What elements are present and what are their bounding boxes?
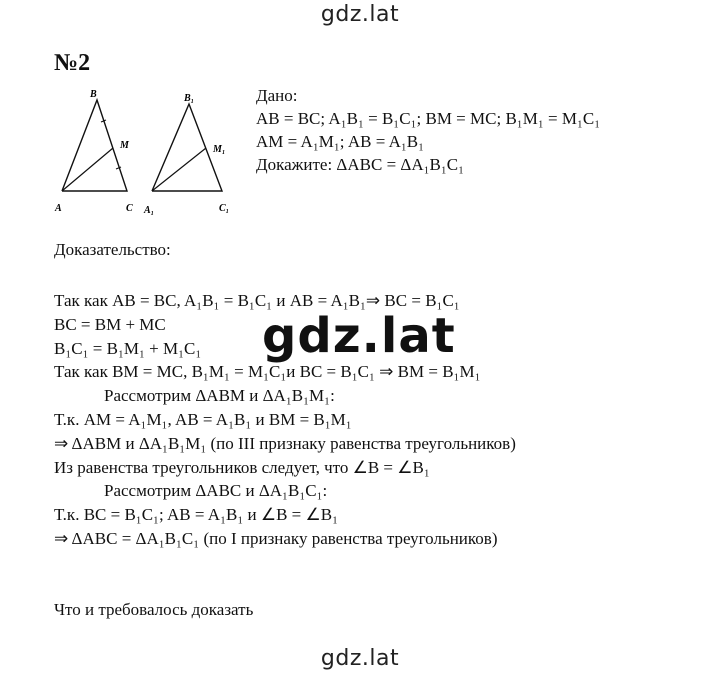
- proof-title: Доказательство:: [54, 240, 171, 259]
- proof-line: Рассмотрим ΔABC и ΔA₁B₁C₁:: [104, 481, 328, 501]
- proof-line: Т.к. AM = A₁M₁, AB = A₁B₁ и BM = B₁M₁: [54, 409, 352, 429]
- label-a1: A₁: [144, 205, 155, 216]
- label-c: C: [126, 203, 133, 214]
- given-line-1: AB = BC; A₁B₁ = B₁C₁; BM = MC; B₁M₁ = M₁C₁: [256, 109, 601, 128]
- label-b1: B₁: [184, 93, 195, 104]
- given-line-3: Докажите: ΔABC = ΔA₁B₁C₁: [256, 155, 465, 174]
- label-m: M: [120, 140, 129, 151]
- watermark-bottom: gdz.lat: [320, 646, 400, 671]
- given-title: Дано:: [256, 86, 298, 105]
- proof-body: [54, 289, 516, 551]
- proof-line: Из равенства треугольников следует, что ∠B = ∠B₁: [54, 457, 430, 477]
- label-m1: M₁: [213, 144, 226, 155]
- given-block: [256, 84, 600, 176]
- proof-line: ⇒ ΔABM и ΔA₁B₁M₁ (по III признаку равенства треугольников): [54, 433, 516, 453]
- proof-line: BC = BM + MC: [54, 314, 166, 334]
- watermark-top: gdz.lat: [320, 2, 400, 27]
- triangle-a1b1c1: [143, 93, 229, 216]
- proof-line: Так как AB = BC, A₁B₁ = B₁C₁ и AB = A₁B₁⇒ BC = B₁C₁: [54, 291, 460, 310]
- triangle-abc: [54, 89, 133, 214]
- problem-number: №2: [54, 50, 91, 76]
- triangles-figure: [52, 85, 252, 225]
- given-line-2: AM = A₁M₁; AB = A₁B₁: [256, 132, 425, 151]
- proof-line: Рассмотрим ΔABM и ΔA₁B₁M₁:: [104, 386, 335, 406]
- proof-line: B₁C₁ = B₁M₁ + M₁C₁: [54, 338, 202, 358]
- watermark-middle: gdz.lat: [262, 308, 456, 364]
- proof-line: Так как BM = MC, B₁M₁ = M₁C₁и BC = B₁C₁ ⇒ BM = B₁M₁: [54, 362, 481, 382]
- label-b: B: [90, 89, 97, 100]
- proof-conclusion: Что и требовалось доказать: [54, 600, 254, 619]
- label-c1: C₁: [219, 203, 230, 214]
- proof-line: ⇒ ΔABC = ΔA₁B₁C₁ (по I признаку равенства треугольников): [54, 528, 498, 548]
- label-a: A: [55, 203, 62, 214]
- proof-line: Т.к. BC = B₁C₁; AB = A₁B₁ и ∠B = ∠B₁: [54, 505, 339, 525]
